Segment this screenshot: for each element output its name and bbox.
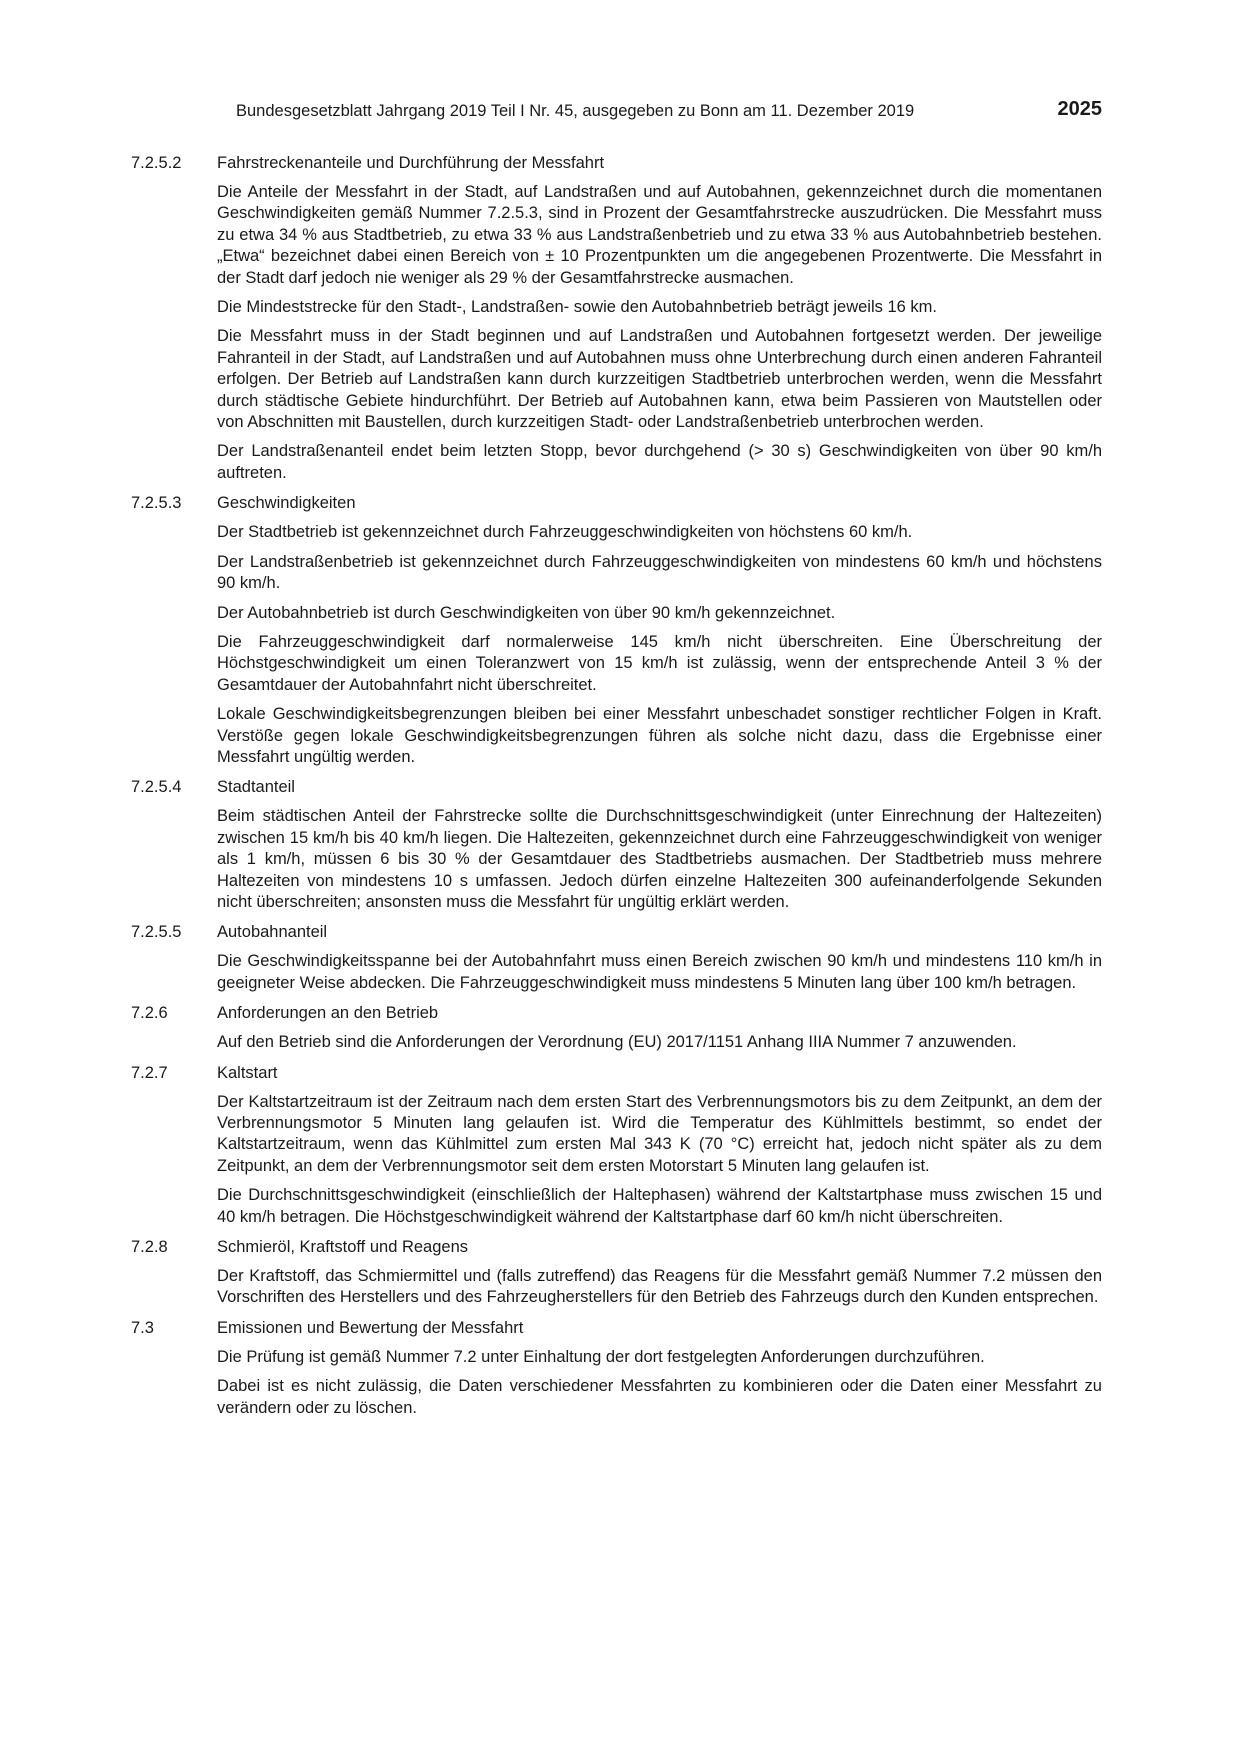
section-title: Schmieröl, Kraftstoff und Reagens: [217, 1238, 468, 1257]
section-7-2-5-5: [131, 921, 1102, 994]
section-7-2-7: [131, 1062, 1102, 1228]
section-7-2-5-3: [131, 492, 1102, 768]
section-number: 7.2.5.2: [131, 154, 182, 172]
section-heading: [131, 1062, 1102, 1084]
page-header: [236, 98, 1102, 124]
paragraph: Der Stadtbetrieb ist gekennzeichnet durch Fahrzeuggeschwindigkeiten von höchstens 60 km/h.: [217, 523, 913, 542]
paragraph: Die Messfahrt muss in der Stadt beginnen und auf Landstraßen und Autobahnen fortgesetzt werden. Der jeweilige Fahranteil in der Stadt, auf Landstraßen und auf Autobahnen muss ohne Unterbrechung durch einen anderen Fahranteil erfolgen. Der Betrieb auf Landstraßen kann durch kurzzeitigen Stadtbetrieb unterbrochen werden, wenn die Messfahrt durch städtische Gebiete hindurchführt. Der Betrieb auf Autobahnen kann, etwa beim Passieren von Mautstellen oder von Abschnitten mit Baustellen, durch kurzzeitigen Stadt- oder Landstraßenbetrieb unterbrochen werden.: [217, 327, 1102, 432]
section-title: Stadtanteil: [217, 778, 295, 797]
paragraph: Lokale Geschwindigkeitsbegrenzungen bleiben bei einer Messfahrt unbeschadet sonstiger rechtlicher Folgen in Kraft. Verstöße gegen lokale Geschwindigkeitsbegrenzungen führen als solche nicht dazu, dass die Ergebnisse einer Messfahrt ungültig werden.: [217, 705, 1102, 766]
section-7-2-5-2: [131, 152, 1102, 484]
section-title: Autobahnanteil: [217, 923, 328, 942]
paragraph: Beim städtischen Anteil der Fahrstrecke sollte die Durchschnittsgeschwindigkeit (unter Einrechnung der Haltezeiten) zwischen 15 km/h bis 40 km/h liegen. Die Haltezeiten, gekennzeichnet durch eine Fahrzeuggeschwindigkeit von weniger als 1 km/h, müssen 6 bis 30 % der Gesamtdauer des Stadtbetriebs ausmachen. Der Stadtbetrieb muss mehrere Haltezeiten von mindestens 10 s umfassen. Jedoch dürfen einzelne Haltezeiten 300 aufeinanderfolgende Sekunden nicht überschreiten; ansonsten muss die Messfahrt für ungültig erklärt werden.: [217, 807, 1102, 911]
section-title: Geschwindigkeiten: [217, 494, 356, 513]
paragraph: Der Kraftstoff, das Schmiermittel und (falls zutreffend) das Reagens für die Messfahrt gemäß Nummer 7.2 müssen den Vorschriften des Herstellers und des Fahrzeugherstellers für den Betrieb des Fahrzeugs durch den Kunden entsprechen.: [217, 1267, 1102, 1307]
section-number: 7.2.5.4: [131, 778, 182, 797]
section-title: Emissionen und Bewertung der Messfahrt: [217, 1318, 524, 1337]
section-7-2-6: [131, 1002, 1102, 1053]
section-number: 7.2.8: [131, 1238, 168, 1257]
section-heading: [131, 921, 1102, 943]
paragraph: Der Landstraßenbetrieb ist gekennzeichnet durch Fahrzeuggeschwindigkeiten von mindestens 60 km/h und höchstens 90 km/h.: [217, 552, 1102, 593]
section-number: 7.2.7: [131, 1063, 168, 1082]
paragraph: Die Prüfung ist gemäß Nummer 7.2 unter Einhaltung der dort festgelegten Anforderungen durchzuführen.: [217, 1347, 985, 1366]
page-number: 2025: [1057, 98, 1102, 120]
section-number: 7.3: [131, 1318, 154, 1337]
section-heading: [131, 1002, 1102, 1024]
paragraph: Der Autobahnbetrieb ist durch Geschwindigkeiten von über 90 km/h gekennzeichnet.: [217, 603, 836, 622]
section-heading: [131, 776, 1102, 798]
section-number: 7.2.6: [131, 1004, 168, 1023]
section-heading: [131, 1317, 1102, 1339]
section-heading: [131, 492, 1102, 514]
section-title: Fahrstreckenanteile und Durchführung der Messfahrt: [217, 154, 605, 172]
section-number: 7.2.5.5: [131, 923, 182, 942]
section-7-2-5-4: [131, 776, 1102, 913]
document-body: [131, 152, 1102, 1427]
section-7-2-8: [131, 1236, 1102, 1309]
paragraph: Auf den Betrieb sind die Anforderungen der Verordnung (EU) 2017/1151 Anhang IIIA Nummer 7 anzuwenden.: [217, 1033, 1017, 1052]
section-number: 7.2.5.3: [131, 494, 182, 513]
section-7-3: [131, 1317, 1102, 1419]
running-title: Bundesgesetzblatt Jahrgang 2019 Teil I Nr. 45, ausgegeben zu Bonn am 11. Dezember 2019: [236, 102, 915, 120]
section-title: Anforderungen an den Betrieb: [217, 1004, 439, 1023]
paragraph: Dabei ist es nicht zulässig, die Daten verschiedener Messfahrten zu kombinieren oder die Daten einer Messfahrt zu verändern oder zu löschen.: [217, 1377, 1102, 1417]
section-title: Kaltstart: [217, 1063, 278, 1082]
section-heading: [131, 152, 1102, 174]
paragraph: Die Mindeststrecke für den Stadt-, Landstraßen- sowie den Autobahnbetrieb beträgt jeweils 16 km.: [217, 298, 937, 317]
section-heading: [131, 1236, 1102, 1258]
paragraph: Die Durchschnittsgeschwindigkeit (einschließlich der Haltephasen) während der Kaltstartphase muss zwischen 15 und 40 km/h betragen. Die Höchstgeschwindigkeit während der Kaltstartphase darf 60 km/h nicht überschreiten.: [217, 1186, 1102, 1226]
paragraph: Der Kaltstartzeitraum ist der Zeitraum nach dem ersten Start des Verbrennungsmotors bis zu dem Zeitpunkt, an dem der Verbrennungsmotor 5 Minuten lang gelaufen ist. Wird die Temperatur des Kühlmittels bestimmt, so endet der Kaltstartzeitraum, wenn das Kühlmittel zum ersten Mal 343 K (70 °C) erreicht hat, jedoch nicht später als zu dem Zeitpunkt, an dem der Verbrennungsmotor seit dem ersten Motorstart 5 Minuten lang gelaufen ist.: [217, 1092, 1102, 1175]
paragraph: Der Landstraßenanteil endet beim letzten Stopp, bevor durchgehend (> 30 s) Geschwindigkeiten von über 90 km/h auftreten.: [217, 442, 1102, 482]
paragraph: Die Geschwindigkeitsspanne bei der Autobahnfahrt muss einen Bereich zwischen 90 km/h und mindestens 110 km/h in geeigneter Weise abdecken. Die Fahrzeuggeschwindigkeit muss mindestens 5 Minuten lang über 100 km/h betragen.: [217, 952, 1102, 992]
paragraph: Die Anteile der Messfahrt in der Stadt, auf Landstraßen und auf Autobahnen, gekennzeichnet durch die momentanen Geschwindigkeiten gemäß Nummer 7.2.5.3, sind in Prozent der Gesamtfahrstrecke auszudrücken. Die Messfahrt muss zu etwa 34 % aus Stadtbetrieb, zu etwa 33 % aus Landstraßenbetrieb und zu etwa 33 % aus Autobahnbetrieb bestehen. „Etwa“ bezeichnet dabei einen Bereich von ± 10 Prozentpunkten um die angegebenen Prozentwerte. Die Messfahrt in der Stadt darf jedoch nie weniger als 29 % der Gesamtfahrstrecke ausmachen.: [217, 183, 1102, 287]
paragraph: Die Fahrzeuggeschwindigkeit darf normalerweise 145 km/h nicht überschreiten. Eine Überschreitung der Höchstgeschwindigkeit um einen Toleranzwert von 15 km/h ist zulässig, wenn der entsprechende Anteil 3 % der Gesamtdauer der Autobahnfahrt nicht überschreitet.: [217, 632, 1102, 694]
